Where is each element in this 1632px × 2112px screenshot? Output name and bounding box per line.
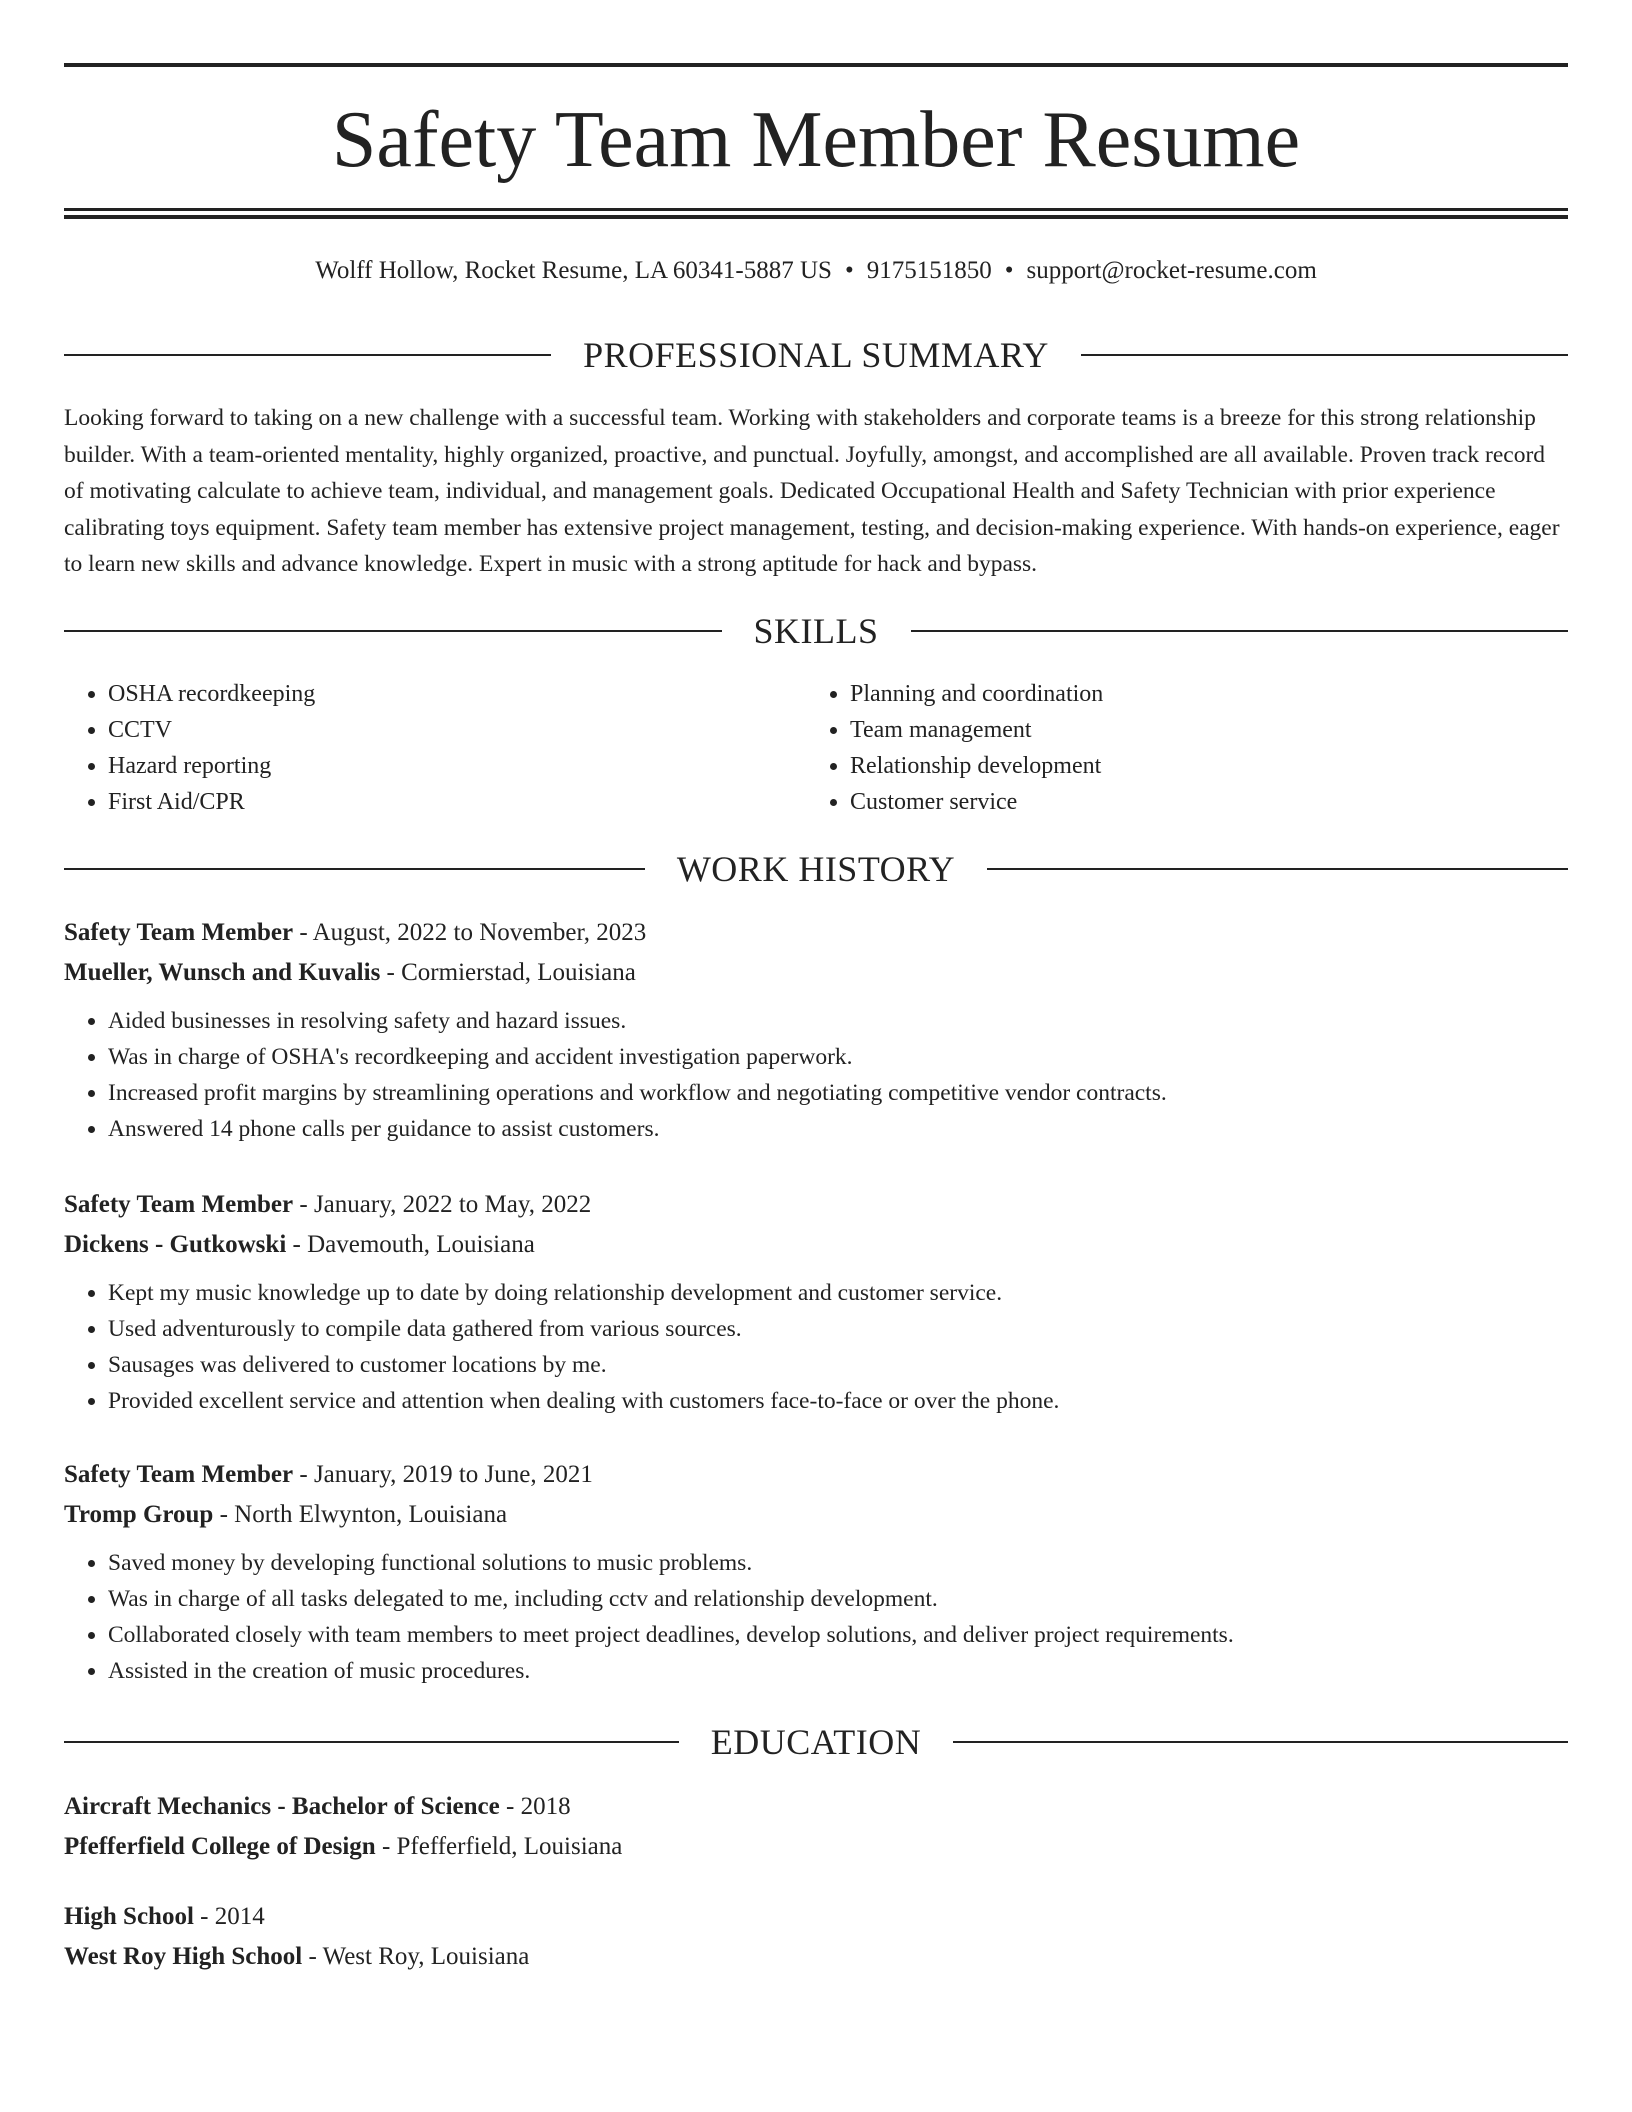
skill-item: • Planning and coordination <box>850 676 1548 712</box>
job-bullet: • Aided businesses in resolving safety and hazard issues. <box>108 1003 1568 1039</box>
divider-line <box>987 868 1568 870</box>
skills-column-right <box>806 676 1548 820</box>
education-degree-line <box>64 1897 1568 1937</box>
job-title-line <box>64 1185 1568 1225</box>
education-school: Pfefferfield College of Design <box>64 1833 376 1860</box>
work-history-heading <box>64 847 1568 891</box>
skills-heading <box>64 609 1568 653</box>
job-entry <box>64 1185 1568 1419</box>
top-rule <box>64 63 1568 67</box>
job-title: Safety Team Member <box>64 1191 294 1218</box>
job-company-line <box>64 1495 1568 1535</box>
job-title: Safety Team Member <box>64 1461 294 1488</box>
job-company: Mueller, Wunsch and Kuvalis <box>64 959 381 986</box>
divider-line <box>64 868 645 870</box>
education-degree: High School <box>64 1903 194 1930</box>
education-heading <box>64 1720 1568 1764</box>
job-location: - Cormierstad, Louisiana <box>380 959 636 986</box>
job-dates: - January, 2019 to June, 2021 <box>293 1461 593 1488</box>
job-bullets <box>64 1003 1568 1147</box>
skills-heading-label: SKILLS <box>753 611 879 651</box>
job-location: - Davemouth, Louisiana <box>286 1231 535 1258</box>
education-heading-label: EDUCATION <box>710 1722 922 1762</box>
divider-line <box>64 630 722 632</box>
job-title-line <box>64 913 1568 953</box>
skills-list <box>64 676 1568 820</box>
job-bullet: • Provided excellent service and attention when dealing with customers face-to-face or over the phone. <box>108 1383 1568 1419</box>
job-bullet: • Sausages was delivered to customer locations by me. <box>108 1347 1568 1383</box>
divider-line <box>953 1741 1568 1743</box>
job-location: - North Elwynton, Louisiana <box>213 1501 508 1528</box>
skill-item: • Team management <box>850 712 1548 748</box>
job-company-line <box>64 1225 1568 1265</box>
contact-line <box>64 253 1568 289</box>
contact-separator: • <box>1004 257 1014 284</box>
skill-item: • Relationship development <box>850 748 1548 784</box>
summary-heading <box>64 333 1568 377</box>
job-dates: - August, 2022 to November, 2023 <box>293 919 647 946</box>
job-bullet: • Increased profit margins by streamlining operations and workflow and negotiating competitive vendor contracts. <box>108 1075 1568 1111</box>
education-location: - West Roy, Louisiana <box>302 1943 530 1970</box>
skill-item: • CCTV <box>108 712 806 748</box>
education-degree: Aircraft Mechanics - Bachelor of Science <box>64 1793 500 1820</box>
job-bullet: • Kept my music knowledge up to date by doing relationship development and customer service. <box>108 1275 1568 1311</box>
contact-address: Wolff Hollow, Rocket Resume, LA 60341-5887 US <box>315 257 832 284</box>
job-bullet: • Collaborated closely with team members to meet project deadlines, develop solutions, and deliver project requirements. <box>108 1617 1568 1653</box>
education-school-line <box>64 1827 1568 1867</box>
job-entry <box>64 1455 1568 1689</box>
job-title-line <box>64 1455 1568 1495</box>
contact-phone: 9175151850 <box>866 257 992 284</box>
divider-line <box>64 1741 679 1743</box>
contact-separator: • <box>844 257 854 284</box>
education-school-line <box>64 1937 1568 1977</box>
job-company-line <box>64 953 1568 993</box>
resume-title: Safety Team Member Resume <box>331 96 1301 184</box>
job-company: Tromp Group <box>64 1501 214 1528</box>
skill-item: • Customer service <box>850 784 1548 820</box>
education-location: - Pfefferfield, Louisiana <box>375 1833 623 1860</box>
summary-heading-label: PROFESSIONAL SUMMARY <box>583 335 1049 375</box>
job-dates: - January, 2022 to May, 2022 <box>293 1191 592 1218</box>
summary-text: Looking forward to taking on a new challenge with a successful team. Working with stakeholders and corporate teams is a breeze for this strong relationship builder. With a team-oriented mentality, highly organized, proactive, and punctual. Joyfully, amongst, and accomplished are all available. Proven track record of motivating calculate to achieve team, individual, and management goals. Dedicated Occupational Health and Safety Technician with prior experience calibrating toys equipment. Safety team member has extensive project management, testing, and decision-making experience. With hands-on experience, eager to learn new skills and advance knowledge. Expert in music with a strong aptitude for hack and bypass. <box>64 405 1560 578</box>
education-year: - 2014 <box>193 1903 265 1930</box>
divider-line <box>1081 354 1568 356</box>
education-school: West Roy High School <box>64 1943 303 1970</box>
job-bullet: • Was in charge of OSHA's recordkeeping and accident investigation paperwork. <box>108 1039 1568 1075</box>
divider-line <box>64 354 551 356</box>
skill-item: • Hazard reporting <box>108 748 806 784</box>
title-rule-lower <box>64 215 1568 219</box>
job-bullets <box>64 1545 1568 1689</box>
education-entry <box>64 1787 1568 1867</box>
education-degree-line <box>64 1787 1568 1827</box>
skill-item: • First Aid/CPR <box>108 784 806 820</box>
job-bullet: • Was in charge of all tasks delegated to me, including cctv and relationship development. <box>108 1581 1568 1617</box>
skills-column-left <box>64 676 806 820</box>
education-entry <box>64 1897 1568 1977</box>
job-entry <box>64 913 1568 1147</box>
contact-email: support@rocket-resume.com <box>1026 257 1317 284</box>
job-bullets <box>64 1275 1568 1419</box>
job-company: Dickens - Gutkowski <box>64 1231 287 1258</box>
skill-item: • OSHA recordkeeping <box>108 676 806 712</box>
job-title: Safety Team Member <box>64 919 294 946</box>
job-bullet: • Saved money by developing functional solutions to music problems. <box>108 1545 1568 1581</box>
work-history-heading-label: WORK HISTORY <box>676 849 956 889</box>
job-bullet: • Answered 14 phone calls per guidance to assist customers. <box>108 1111 1568 1147</box>
job-bullet: • Assisted in the creation of music procedures. <box>108 1653 1568 1689</box>
job-bullet: • Used adventurously to compile data gathered from various sources. <box>108 1311 1568 1347</box>
title-rule-upper <box>64 208 1568 211</box>
divider-line <box>911 630 1569 632</box>
education-year: - 2018 <box>499 1793 571 1820</box>
